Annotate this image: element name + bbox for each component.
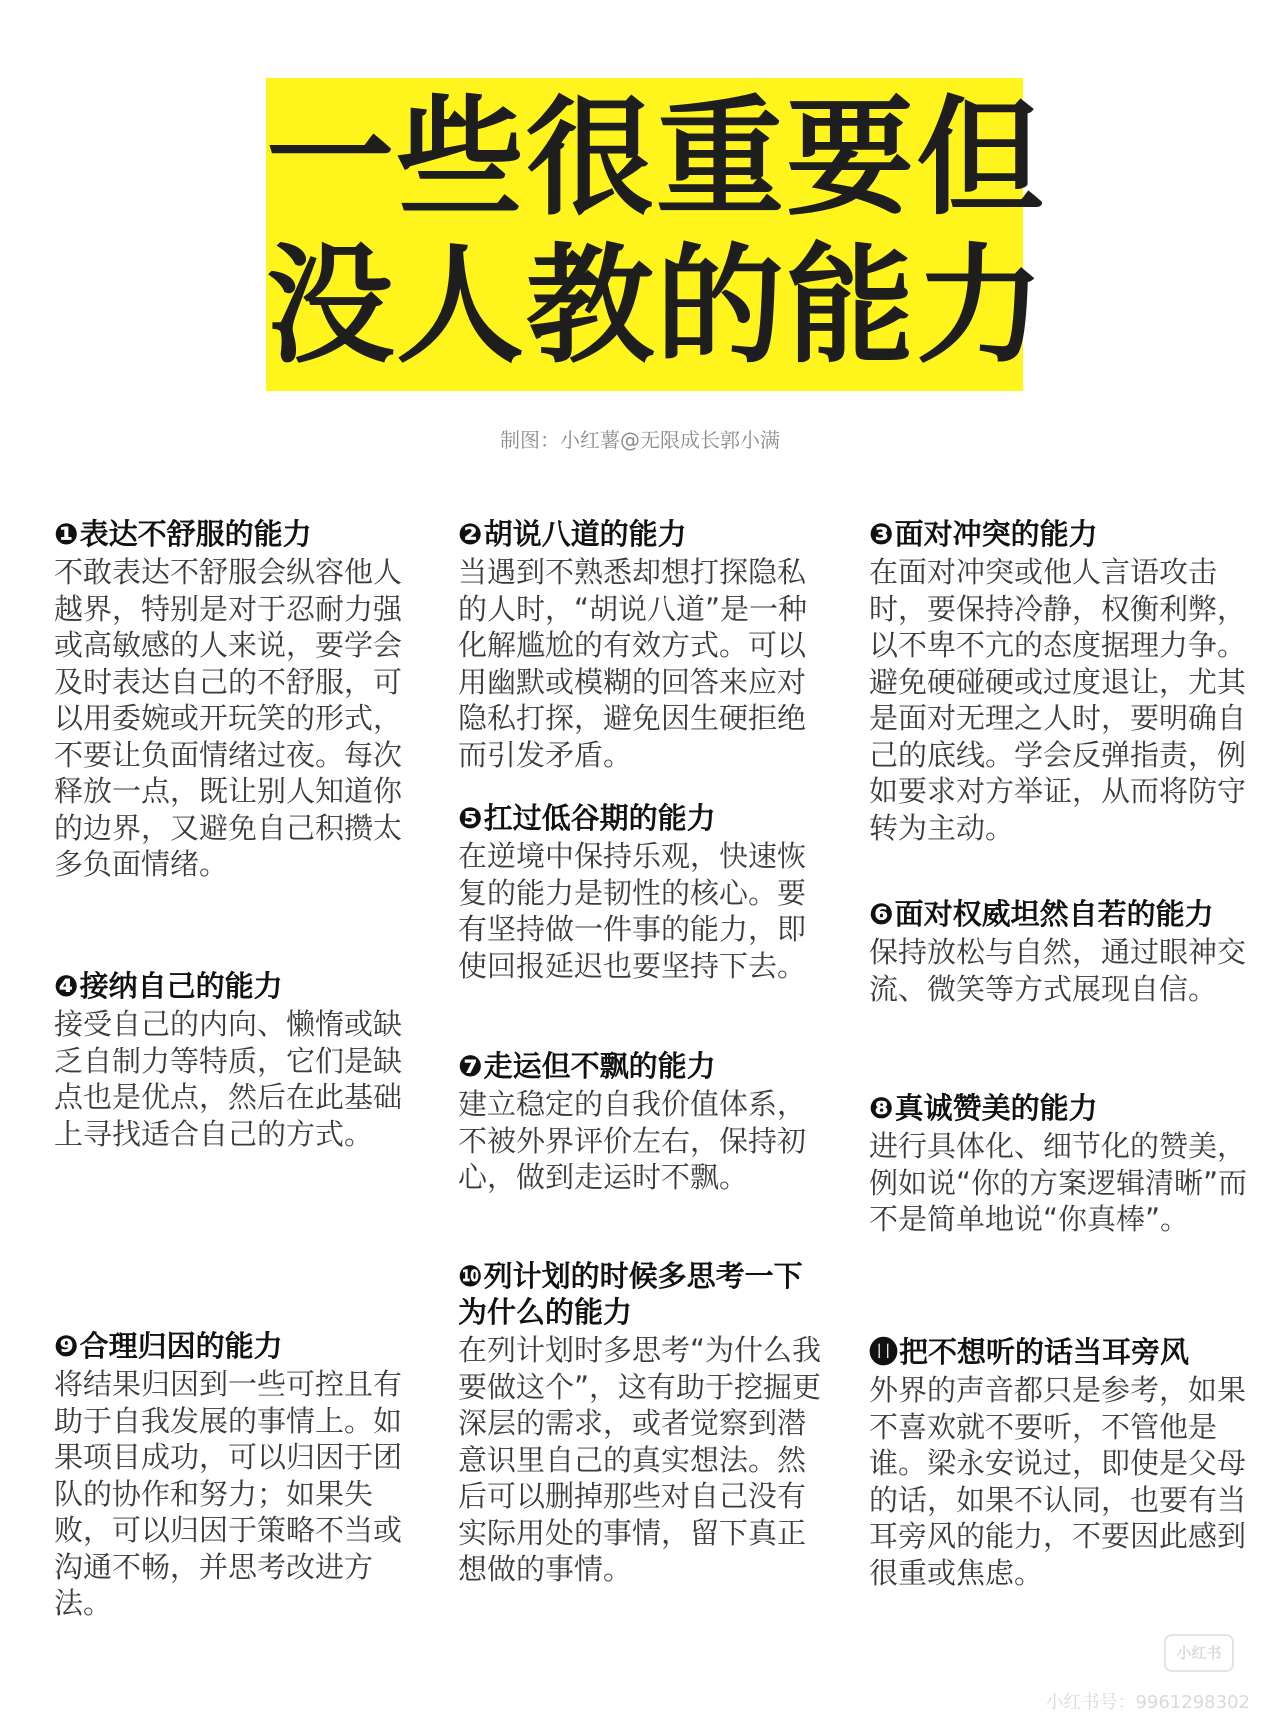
section-11 bbox=[869, 1334, 1254, 1591]
section-title bbox=[869, 1090, 1254, 1126]
section-2 bbox=[458, 516, 830, 773]
section-title-text: 表达不舒服的能力 bbox=[79, 517, 312, 551]
section-title-text: 把不想听的话当耳旁风 bbox=[899, 1335, 1190, 1369]
section-8 bbox=[869, 1090, 1254, 1238]
credit-line: 制图：小红薯@无限成长郭小满 bbox=[500, 428, 780, 452]
watermark-text: 小红书号：9961298302 bbox=[1045, 1692, 1250, 1713]
section-10 bbox=[458, 1258, 830, 1588]
section-body: 在列计划时多思考“为什么我要做这个”，这有助于挖掘更深层的需求，或者觉察到潜意识里自己的真实想法。然后可以删掉那些对自己没有实际用处的事情，留下真正想做的事情。 bbox=[458, 1333, 822, 1586]
section-title-text: 胡说八道的能力 bbox=[483, 517, 687, 551]
section-title bbox=[458, 1048, 830, 1084]
section-title-text: 走运但不飘的能力 bbox=[483, 1049, 716, 1083]
watermark-logo: 小红书 bbox=[1164, 1634, 1234, 1672]
section-title bbox=[458, 1258, 830, 1330]
section-number: ⓫ bbox=[869, 1335, 899, 1369]
section-title-text: 面对权威坦然自若的能力 bbox=[894, 897, 1214, 931]
section-title-text: 真诚赞美的能力 bbox=[894, 1091, 1098, 1125]
section-title-text: 面对冲突的能力 bbox=[894, 517, 1098, 551]
section-body: 在面对冲突或他人言语攻击时，要保持冷静，权衡利弊，以不卑不亢的态度据理力争。避免硬碰硬或过度退让，尤其是面对无理之人时，要明确自己的底线。学会反弹指责，例如要求对方举证，从而将防守转为主动。 bbox=[869, 555, 1247, 845]
section-body: 保持放松与自然，通过眼神交流、微笑等方式展现自信。 bbox=[869, 935, 1247, 1006]
section-body: 进行具体化、细节化的赞美，例如说“你的方案逻辑清晰”而不是简单地说“你真棒”。 bbox=[869, 1129, 1248, 1236]
section-body: 将结果归因到一些可控且有助于自我发展的事情上。如果项目成功，可以归因于团队的协作和努力；如果失败，可以归因于策略不当或沟通不畅，并思考改进方法。 bbox=[54, 1367, 403, 1620]
section-number: ❼ bbox=[458, 1049, 483, 1083]
section-body: 建立稳定的自我价值体系，不被外界评价左右，保持初心，做到走运时不飘。 bbox=[458, 1087, 807, 1194]
section-number: ❻ bbox=[869, 897, 894, 931]
section-title bbox=[869, 516, 1254, 552]
section-title bbox=[54, 1328, 426, 1364]
section-body: 不敢表达不舒服会纵容他人越界，特别是对于忍耐力强或高敏感的人来说，要学会及时表达自己的不舒服，可以用委婉或开玩笑的形式，不要让负面情绪过夜。每次释放一点，既让别人知道你的边界，又避免自己积攒太多负面情绪。 bbox=[54, 555, 403, 881]
section-number: ❺ bbox=[458, 801, 483, 835]
section-title bbox=[458, 516, 830, 552]
section-number: ❾ bbox=[54, 1329, 79, 1363]
section-title bbox=[458, 800, 830, 836]
section-number: ❿ bbox=[458, 1259, 483, 1293]
section-body: 接受自己的内向、懒惰或缺乏自制力等特质，它们是缺点也是优点，然后在此基础上寻找适合自己的方式。 bbox=[54, 1007, 403, 1151]
title-line-2: 没人教的能力 bbox=[266, 232, 1047, 381]
section-title bbox=[869, 1334, 1254, 1370]
section-title-text: 接纳自己的能力 bbox=[79, 969, 283, 1003]
section-7 bbox=[458, 1048, 830, 1196]
section-6 bbox=[869, 896, 1254, 1007]
section-title bbox=[54, 968, 426, 1004]
section-number: ❸ bbox=[869, 517, 894, 551]
section-5 bbox=[458, 800, 830, 984]
section-title bbox=[869, 896, 1254, 932]
section-number: ❷ bbox=[458, 517, 483, 551]
title-banner bbox=[266, 78, 1047, 391]
section-title-text: 列计划的时候多思考一下 为什么的能力 bbox=[458, 1259, 803, 1329]
section-title-text: 扛过低谷期的能力 bbox=[483, 801, 716, 835]
section-number: ❹ bbox=[54, 969, 79, 1003]
section-number: ❶ bbox=[54, 517, 79, 551]
section-number: ❽ bbox=[869, 1091, 894, 1125]
section-body: 当遇到不熟悉却想打探隐私的人时，“胡说八道”是一种化解尴尬的有效方式。可以用幽默或模糊的回答来应对隐私打探，避免因生硬拒绝而引发矛盾。 bbox=[458, 555, 808, 772]
section-9 bbox=[54, 1328, 426, 1622]
section-4 bbox=[54, 968, 426, 1152]
section-body: 外界的声音都只是参考，如果不喜欢就不要听，不管他是谁。梁永安说过，即使是父母的话，如果不认同，也要有当耳旁风的能力，不要因此感到很重或焦虑。 bbox=[869, 1373, 1247, 1590]
section-title-text: 合理归因的能力 bbox=[79, 1329, 283, 1363]
section-1 bbox=[54, 516, 426, 883]
section-title bbox=[54, 516, 426, 552]
section-body: 在逆境中保持乐观，快速恢复的能力是韧性的核心。要有坚持做一件事的能力，即使回报延迟也要坚持下去。 bbox=[458, 839, 807, 983]
section-3 bbox=[869, 516, 1254, 846]
title-line-1: 一些很重要但 bbox=[266, 84, 1047, 233]
